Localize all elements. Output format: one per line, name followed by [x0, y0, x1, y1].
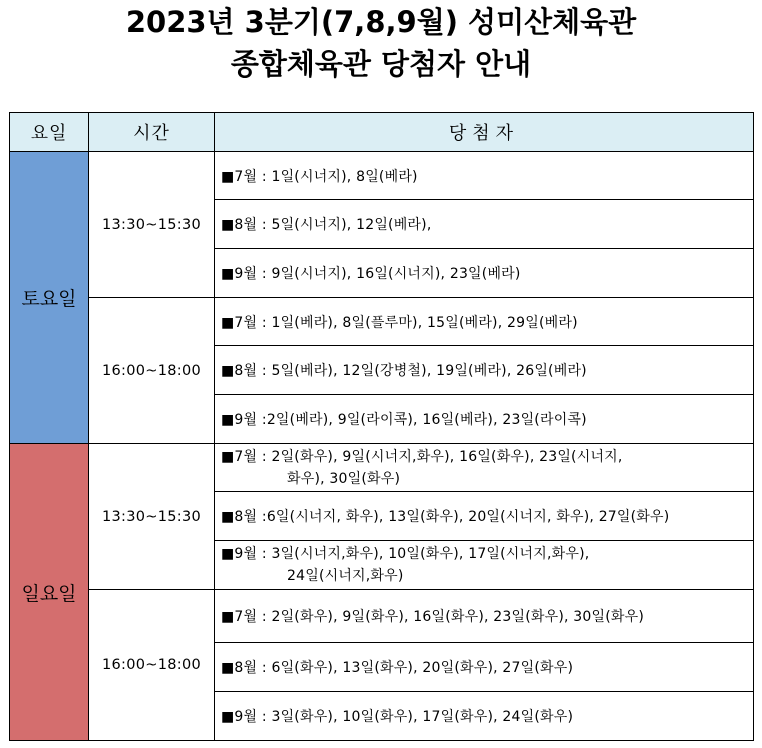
winner-line: ■9월 : 3일(시너지,화우), 10일(화우), 17일(시너지,화우),	[221, 546, 590, 562]
winner-table	[9, 112, 754, 741]
time-cell: 16:00~18:00	[89, 298, 215, 444]
day-cell-sunday: 일요일	[10, 444, 89, 741]
winner-cell	[215, 541, 754, 590]
winner-cell: ■8월 :6일(시너지, 화우), 13일(화우), 20일(시너지, 화우), 27일(화우)	[215, 492, 754, 541]
winner-line-continued: 화우), 30일(화우)	[287, 470, 401, 487]
winner-cell: ■7월 : 2일(화우), 9일(화우), 16일(화우), 23일(화우), 30일(화우)	[215, 590, 754, 643]
page-title: 2023년 3분기(7,8,9월) 성미산체육관	[125, 5, 637, 39]
page-subtitle: 종합체육관 당첨자 안내	[230, 47, 532, 81]
winner-cell: ■7월 : 1일(베라), 8일(플루마), 15일(베라), 29일(베라)	[215, 298, 754, 346]
winner-line	[221, 468, 753, 490]
winner-cell: ■7월 : 1일(시너지), 8일(베라)	[215, 152, 754, 200]
time-cell: 16:00~18:00	[89, 590, 215, 741]
winner-line-continued: 24일(시너지,화우)	[287, 568, 404, 584]
header-day: 요일	[10, 113, 89, 152]
winner-cell: ■9월 : 9일(시너지), 16일(시너지), 23일(베라)	[215, 249, 754, 298]
winner-cell: ■8월 : 5일(베라), 12일(강병철), 19일(베라), 26일(베라)	[215, 346, 754, 395]
table-row	[10, 590, 754, 643]
winner-cell: ■9월 :2일(베라), 9일(라이콕), 16일(베라), 23일(라이콕)	[215, 395, 754, 444]
table-row	[10, 298, 754, 346]
table-header-row	[10, 113, 754, 152]
table-row	[10, 152, 754, 200]
header-winner: 당첨자	[215, 113, 754, 152]
winner-line	[221, 565, 753, 587]
winner-cell: ■8월 : 5일(시너지), 12일(베라),	[215, 200, 754, 249]
time-cell: 13:30~15:30	[89, 444, 215, 590]
winner-cell	[215, 444, 754, 492]
winner-cell: ■9월 : 3일(화우), 10일(화우), 17일(화우), 24일(화우)	[215, 692, 754, 741]
time-cell: 13:30~15:30	[89, 152, 215, 298]
header-time: 시간	[89, 113, 215, 152]
day-cell-saturday: 토요일	[10, 152, 89, 444]
winner-cell: ■8월 : 6일(화우), 13일(화우), 20일(화우), 27일(화우)	[215, 643, 754, 692]
table-row	[10, 444, 754, 492]
winner-line: ■7월 : 2일(화우), 9일(시너지,화우), 16일(화우), 23일(시너지,	[221, 448, 623, 465]
